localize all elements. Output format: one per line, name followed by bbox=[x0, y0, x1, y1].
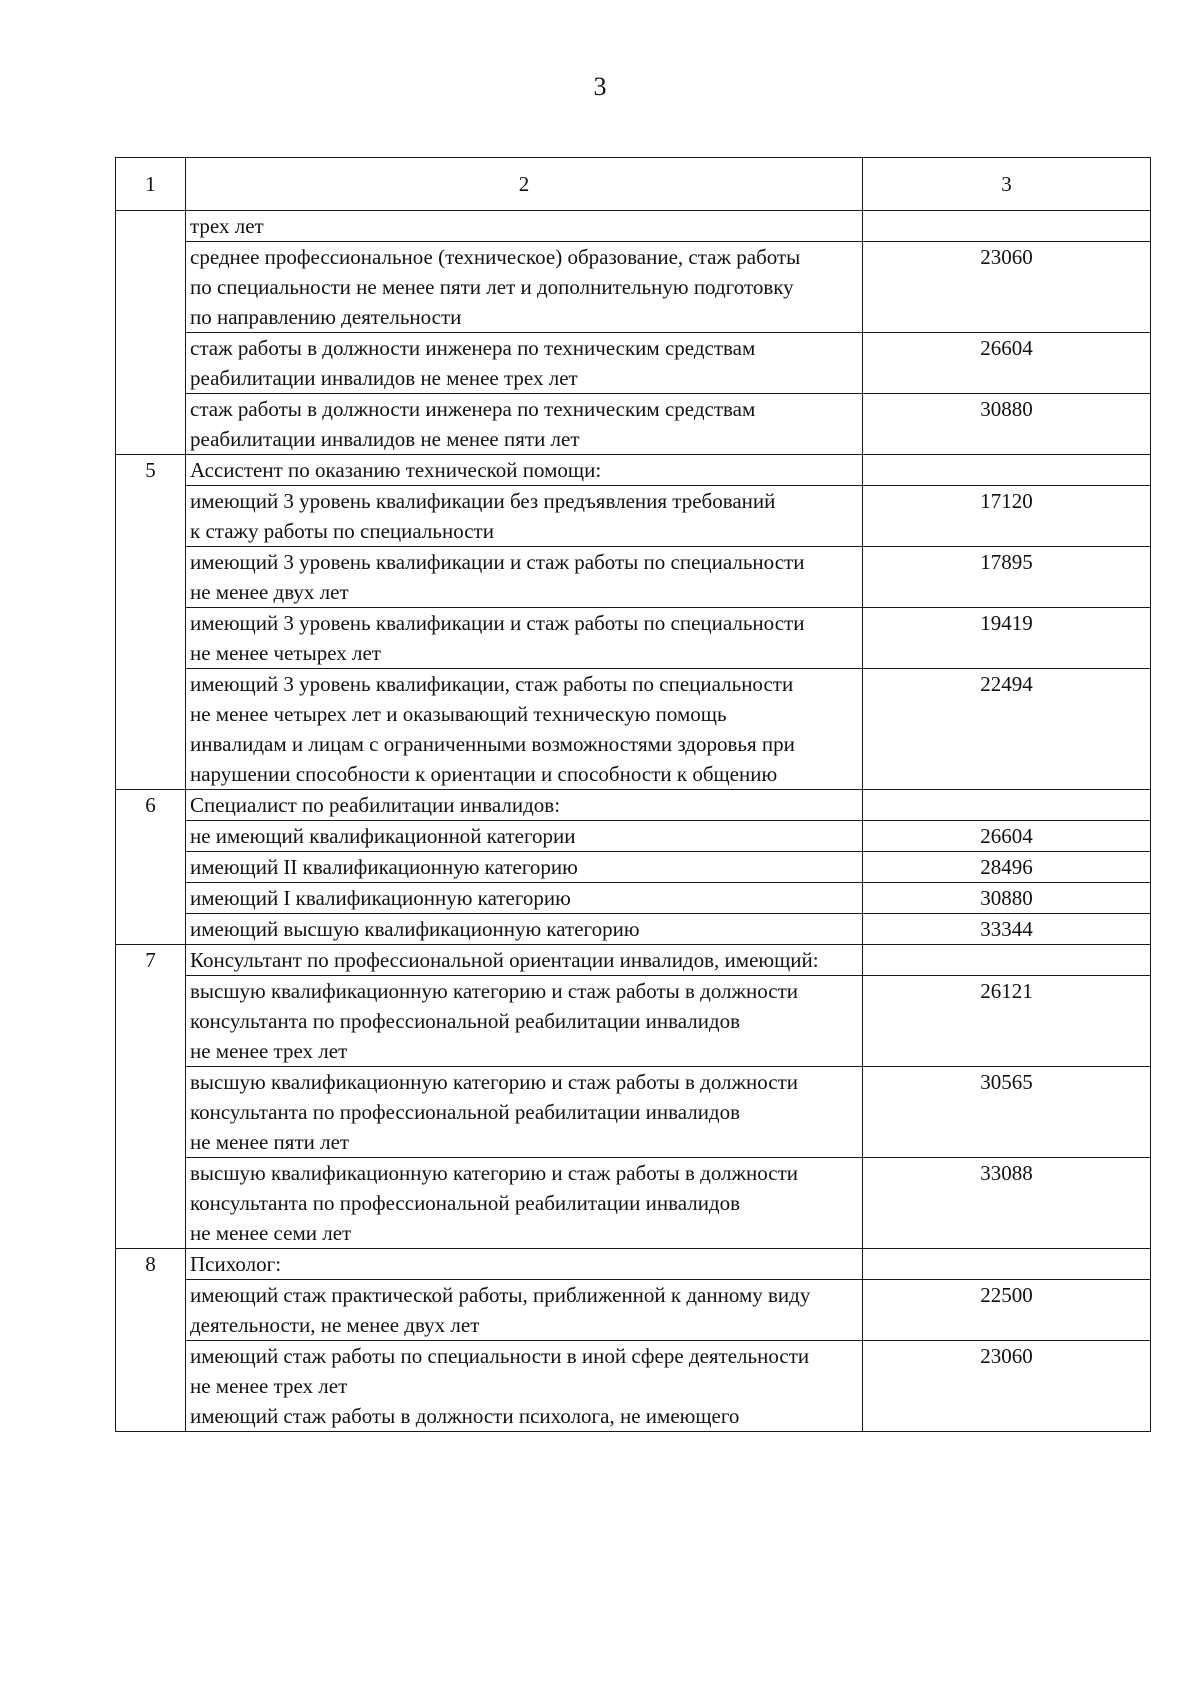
row-number: 7 bbox=[116, 945, 186, 1249]
item-salary-value: 30880 bbox=[863, 394, 1151, 455]
group-title: Консультант по профессиональной ориентации инвалидов, имеющий: bbox=[186, 945, 863, 976]
item-description: имеющий 3 уровень квалификации без предъявления требований к стажу работы по специальности bbox=[186, 486, 863, 547]
item-description: имеющий стаж практической работы, приближенной к данному виду деятельности, не менее двух лет bbox=[186, 1280, 863, 1341]
table-row bbox=[116, 852, 1151, 883]
group-title-row bbox=[116, 455, 1151, 486]
table-row bbox=[116, 547, 1151, 608]
item-salary-value: 30880 bbox=[863, 883, 1151, 914]
header-col-1: 1 bbox=[116, 158, 186, 211]
item-salary-value: 23060 bbox=[863, 1341, 1151, 1432]
item-description: имеющий I квалификационную категорию bbox=[186, 883, 863, 914]
salary-table-body bbox=[116, 158, 1151, 1432]
group-title-row bbox=[116, 790, 1151, 821]
table-row bbox=[116, 1341, 1151, 1432]
item-salary-value: 26604 bbox=[863, 333, 1151, 394]
item-salary-value: 22494 bbox=[863, 669, 1151, 790]
item-salary-value: 17120 bbox=[863, 486, 1151, 547]
header-col-3: 3 bbox=[863, 158, 1151, 211]
item-salary-value: 33344 bbox=[863, 914, 1151, 945]
row-number: 5 bbox=[116, 455, 186, 790]
item-description: среднее профессиональное (техническое) образование, стаж работы по специальности не менее пяти лет и дополнительную подготовку по направлению деятельности bbox=[186, 242, 863, 333]
group-title-value bbox=[863, 790, 1151, 821]
group-title-row bbox=[116, 211, 1151, 242]
item-salary-value: 23060 bbox=[863, 242, 1151, 333]
table-row bbox=[116, 669, 1151, 790]
group-title: трех лет bbox=[186, 211, 863, 242]
table-row bbox=[116, 333, 1151, 394]
row-number bbox=[116, 211, 186, 455]
salary-table bbox=[115, 157, 1151, 1432]
table-row bbox=[116, 242, 1151, 333]
header-col-2: 2 bbox=[186, 158, 863, 211]
item-description: не имеющий квалификационной категории bbox=[186, 821, 863, 852]
group-title: Психолог: bbox=[186, 1249, 863, 1280]
item-description: имеющий 3 уровень квалификации, стаж работы по специальности не менее четырех лет и оказывающий техническую помощь инвалидам и лицам с ограниченными возможностями здоровья при нарушении способности к ориентации и способности к общению bbox=[186, 669, 863, 790]
item-salary-value: 26604 bbox=[863, 821, 1151, 852]
item-description: имеющий высшую квалификационную категорию bbox=[186, 914, 863, 945]
group-title: Ассистент по оказанию технической помощи: bbox=[186, 455, 863, 486]
item-description: имеющий II квалификационную категорию bbox=[186, 852, 863, 883]
item-description: стаж работы в должности инженера по техническим средствам реабилитации инвалидов не менее пяти лет bbox=[186, 394, 863, 455]
item-salary-value: 17895 bbox=[863, 547, 1151, 608]
group-title-value bbox=[863, 945, 1151, 976]
group-title-row bbox=[116, 945, 1151, 976]
item-description: высшую квалификационную категорию и стаж работы в должности консультанта по профессиональной реабилитации инвалидов не менее семи лет bbox=[186, 1158, 863, 1249]
group-title-row bbox=[116, 1249, 1151, 1280]
table-row bbox=[116, 883, 1151, 914]
item-salary-value: 22500 bbox=[863, 1280, 1151, 1341]
item-description: имеющий 3 уровень квалификации и стаж работы по специальности не менее двух лет bbox=[186, 547, 863, 608]
group-title-value bbox=[863, 1249, 1151, 1280]
item-salary-value: 33088 bbox=[863, 1158, 1151, 1249]
page-number: 3 bbox=[593, 72, 607, 101]
table-row bbox=[116, 1158, 1151, 1249]
item-description: стаж работы в должности инженера по техническим средствам реабилитации инвалидов не менее трех лет bbox=[186, 333, 863, 394]
item-salary-value: 28496 bbox=[863, 852, 1151, 883]
table-row bbox=[116, 486, 1151, 547]
item-description: высшую квалификационную категорию и стаж работы в должности консультанта по профессиональной реабилитации инвалидов не менее трех лет bbox=[186, 976, 863, 1067]
table-row bbox=[116, 914, 1151, 945]
group-title-value bbox=[863, 211, 1151, 242]
row-number: 6 bbox=[116, 790, 186, 945]
item-salary-value: 19419 bbox=[863, 608, 1151, 669]
item-description: высшую квалификационную категорию и стаж работы в должности консультанта по профессиональной реабилитации инвалидов не менее пяти лет bbox=[186, 1067, 863, 1158]
table-row bbox=[116, 1280, 1151, 1341]
row-number: 8 bbox=[116, 1249, 186, 1432]
table-row bbox=[116, 608, 1151, 669]
table-row bbox=[116, 976, 1151, 1067]
item-description: имеющий стаж работы по специальности в иной сфере деятельности не менее трех лет имеющий стаж работы в должности психолога, не имеющего bbox=[186, 1341, 863, 1432]
item-salary-value: 26121 bbox=[863, 976, 1151, 1067]
group-title: Специалист по реабилитации инвалидов: bbox=[186, 790, 863, 821]
group-title-value bbox=[863, 455, 1151, 486]
item-salary-value: 30565 bbox=[863, 1067, 1151, 1158]
table-header-row bbox=[116, 158, 1151, 211]
item-description: имеющий 3 уровень квалификации и стаж работы по специальности не менее четырех лет bbox=[186, 608, 863, 669]
table-row bbox=[116, 821, 1151, 852]
table-row bbox=[116, 394, 1151, 455]
table-row bbox=[116, 1067, 1151, 1158]
